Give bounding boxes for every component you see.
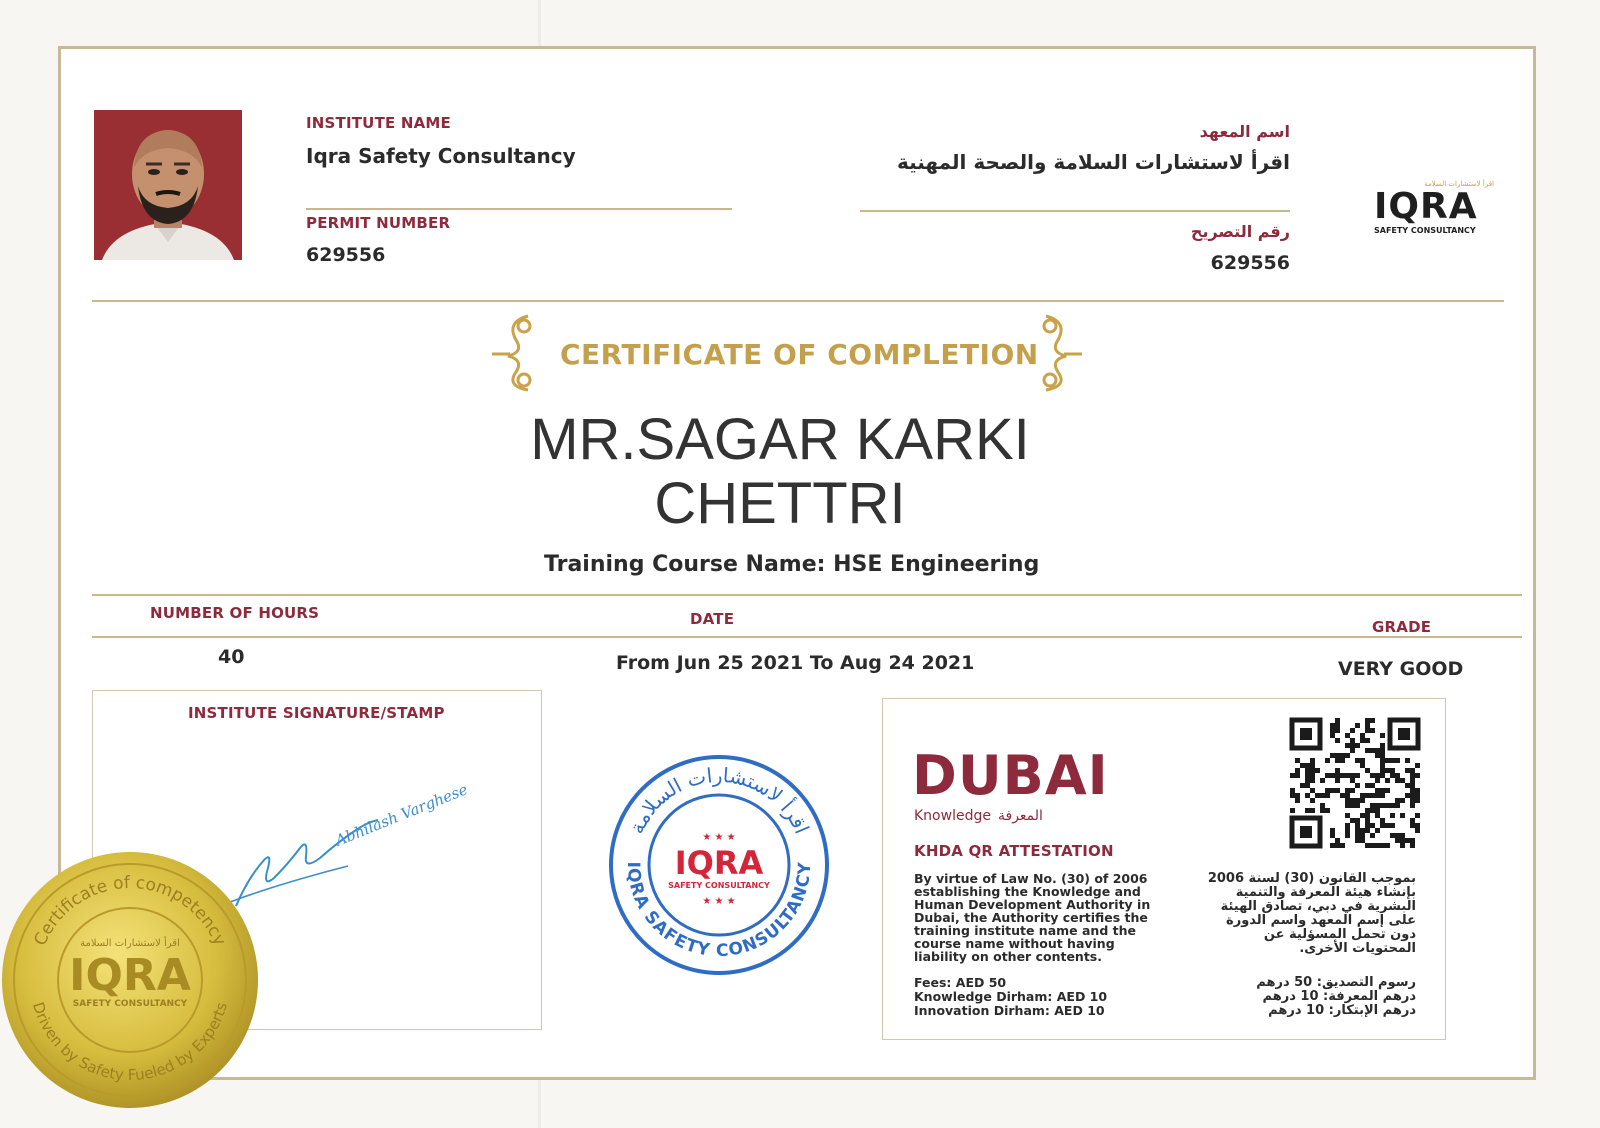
qr-module xyxy=(1325,788,1330,793)
qr-module xyxy=(1320,803,1325,808)
qr-module xyxy=(1365,748,1370,753)
institute-name-ar: اقرأ لاستشارات السلامة والصحة المهنية xyxy=(896,150,1290,174)
hours-value: 40 xyxy=(218,646,245,668)
qr-module xyxy=(1335,728,1340,733)
qr-module xyxy=(1385,788,1390,793)
gold-seal xyxy=(0,850,260,1128)
qr-module xyxy=(1335,788,1340,793)
qr-module xyxy=(1380,748,1385,753)
qr-module xyxy=(1350,788,1355,793)
qr-module xyxy=(1325,758,1330,763)
qr-module xyxy=(1345,828,1350,833)
qr-module xyxy=(1355,798,1360,803)
qr-module xyxy=(1310,788,1315,793)
qr-module xyxy=(1390,768,1395,773)
qr-module xyxy=(1345,798,1350,803)
header-divider xyxy=(92,300,1504,302)
holder-photo xyxy=(94,110,242,260)
qr-module xyxy=(1365,718,1370,723)
institute-name-ar-rule xyxy=(860,210,1290,212)
institute-stamp xyxy=(606,752,832,978)
qr-module xyxy=(1410,773,1415,778)
qr-module xyxy=(1375,788,1380,793)
details-bottom-rule xyxy=(92,636,1522,638)
qr-module xyxy=(1335,773,1340,778)
qr-module xyxy=(1305,808,1310,813)
qr-module xyxy=(1290,793,1295,798)
qr-module xyxy=(1410,798,1415,803)
qr-module xyxy=(1355,838,1360,843)
qr-module xyxy=(1380,733,1385,738)
certificate-title: CERTIFICATE OF COMPLETION xyxy=(560,338,1039,371)
qr-module xyxy=(1335,843,1340,848)
qr-module xyxy=(1295,768,1300,773)
qr-module xyxy=(1410,778,1415,783)
qr-module xyxy=(1365,818,1370,823)
qr-module xyxy=(1360,738,1365,743)
stamp-stars-bottom: ★ ★ ★ xyxy=(702,896,736,907)
qr-module xyxy=(1365,728,1370,733)
stamp-arabic-ring: اقرأ لاستشارات السلامة xyxy=(624,762,815,838)
qr-module xyxy=(1310,778,1315,783)
qr-module xyxy=(1310,763,1315,768)
qr-module xyxy=(1375,808,1380,813)
qr-module xyxy=(1415,793,1420,798)
qr-module xyxy=(1310,808,1315,813)
ornament-right-icon xyxy=(1030,310,1086,394)
qr-module xyxy=(1375,803,1380,808)
permit-number-label-ar: رقم التصريح xyxy=(1190,222,1290,241)
qr-module xyxy=(1350,738,1355,743)
qr-module xyxy=(1355,773,1360,778)
qr-module xyxy=(1380,753,1385,758)
qr-module xyxy=(1400,798,1405,803)
qr-module xyxy=(1360,798,1365,803)
qr-module xyxy=(1345,788,1350,793)
qr-module xyxy=(1350,773,1355,778)
qr-module xyxy=(1310,798,1315,803)
qr-module xyxy=(1405,838,1410,843)
qr-module xyxy=(1380,823,1385,828)
qr-module xyxy=(1365,783,1370,788)
dubai-logo-sub-ar: المعرفة xyxy=(998,808,1043,824)
qr-module xyxy=(1335,738,1340,743)
qr-module xyxy=(1415,813,1420,818)
qr-module xyxy=(1410,823,1415,828)
qr-module xyxy=(1390,773,1395,778)
qr-module xyxy=(1380,763,1385,768)
institute-name-label: INSTITUTE NAME xyxy=(306,114,451,132)
qr-module xyxy=(1355,828,1360,833)
qr-module xyxy=(1305,793,1310,798)
qr-module xyxy=(1375,753,1380,758)
qr-module xyxy=(1305,773,1310,778)
ornament-left-icon xyxy=(488,310,544,394)
qr-module xyxy=(1365,843,1370,848)
qr-module xyxy=(1380,768,1385,773)
qr-module xyxy=(1310,773,1315,778)
qr-module xyxy=(1345,793,1350,798)
qr-module xyxy=(1335,758,1340,763)
qr-module xyxy=(1410,838,1415,843)
qr-module xyxy=(1360,813,1365,818)
khda-text-en: By virtue of Law No. (30) of 2006 establishing the Knowledge and Human Development Authority in Dubai, the Authority certifies the training institute name and the course name without having liability on other contents. xyxy=(914,871,1151,964)
qr-module xyxy=(1410,788,1415,793)
qr-module xyxy=(1405,793,1410,798)
qr-module xyxy=(1305,768,1310,773)
qr-module xyxy=(1370,718,1375,723)
qr-module xyxy=(1310,758,1315,763)
qr-module xyxy=(1370,748,1375,753)
date-label: DATE xyxy=(690,610,735,628)
qr-module xyxy=(1370,783,1375,788)
recipient-name-line2: CHETTRI xyxy=(654,471,906,536)
qr-module xyxy=(1380,793,1385,798)
stamp-english-ring: IQRA SAFETY CONSULTANCY xyxy=(622,860,816,962)
qr-module xyxy=(1335,753,1340,758)
qr-module xyxy=(1305,763,1310,768)
dubai-logo-sub-en: Knowledge xyxy=(914,808,991,824)
stamp-wordmark: IQRA xyxy=(674,844,764,882)
qr-module xyxy=(1365,738,1370,743)
qr-module xyxy=(1305,783,1310,788)
qr-module xyxy=(1405,768,1410,773)
qr-module xyxy=(1380,758,1385,763)
qr-module xyxy=(1375,778,1380,783)
qr-module xyxy=(1390,758,1395,763)
qr-module xyxy=(1360,733,1365,738)
date-value: From Jun 25 2021 To Aug 24 2021 xyxy=(616,652,975,674)
qr-module xyxy=(1345,753,1350,758)
khda-innovation-ar: درهم الإبتكار: 10 درهم xyxy=(1268,1003,1416,1018)
seal-ring-bottom: Driven by Safety Fueled by Experts xyxy=(28,999,231,1085)
qr-module xyxy=(1375,813,1380,818)
qr-module xyxy=(1295,793,1300,798)
qr-module xyxy=(1360,763,1365,768)
qr-module xyxy=(1345,743,1350,748)
qr-module xyxy=(1415,773,1420,778)
qr-module xyxy=(1400,778,1405,783)
qr-module xyxy=(1380,743,1385,748)
qr-module xyxy=(1360,793,1365,798)
qr-module xyxy=(1330,733,1335,738)
qr-module xyxy=(1345,733,1350,738)
qr-module xyxy=(1365,768,1370,773)
qr-module xyxy=(1290,788,1295,793)
khda-title: KHDA QR ATTESTATION xyxy=(914,842,1114,860)
qr-module xyxy=(1385,823,1390,828)
qr-module xyxy=(1385,758,1390,763)
qr-module xyxy=(1415,828,1420,833)
qr-module xyxy=(1395,758,1400,763)
qr-module xyxy=(1385,768,1390,773)
khda-innovation-dirham: Innovation Dirham: AED 10 xyxy=(914,1003,1105,1018)
qr-module xyxy=(1410,783,1415,788)
qr-module xyxy=(1345,773,1350,778)
qr-module xyxy=(1405,758,1410,763)
qr-module xyxy=(1355,723,1360,728)
qr-module xyxy=(1295,773,1300,778)
qr-module xyxy=(1345,833,1350,838)
qr-module xyxy=(1350,728,1355,733)
seal-subtitle: SAFETY CONSULTANCY xyxy=(72,999,188,1009)
qr-module xyxy=(1410,793,1415,798)
qr-module xyxy=(1380,803,1385,808)
qr-module xyxy=(1335,718,1340,723)
qr-module xyxy=(1375,793,1380,798)
qr-module xyxy=(1315,793,1320,798)
qr-code[interactable] xyxy=(1288,716,1422,850)
stamp-stars-top: ★ ★ ★ xyxy=(702,832,736,843)
institute-name-rule xyxy=(306,208,732,210)
qr-module xyxy=(1325,793,1330,798)
qr-module xyxy=(1415,763,1420,768)
qr-module xyxy=(1355,743,1360,748)
qr-module xyxy=(1340,773,1345,778)
qr-module xyxy=(1340,843,1345,848)
stamp-subtitle: SAFETY CONSULTANCY xyxy=(668,881,770,890)
qr-module xyxy=(1410,803,1415,808)
qr-module xyxy=(1400,843,1405,848)
khda-knowledge-ar: درهم المعرفة: 10 درهم xyxy=(1262,989,1416,1004)
qr-module xyxy=(1340,793,1345,798)
dubai-logo: DUBAI xyxy=(912,744,1109,807)
qr-module xyxy=(1330,788,1335,793)
qr-module xyxy=(1365,808,1370,813)
qr-module xyxy=(1350,748,1355,753)
iqra-logo xyxy=(1370,180,1500,240)
qr-module xyxy=(1390,833,1395,838)
qr-module xyxy=(1380,773,1385,778)
qr-module xyxy=(1370,773,1375,778)
qr-module xyxy=(1355,783,1360,788)
qr-module xyxy=(1355,818,1360,823)
qr-module xyxy=(1325,808,1330,813)
qr-module xyxy=(1300,783,1305,788)
qr-module xyxy=(1330,728,1335,733)
qr-module xyxy=(1390,813,1395,818)
permit-number: 629556 xyxy=(306,244,386,266)
qr-module xyxy=(1415,798,1420,803)
course-name: Training Course Name: HSE Engineering xyxy=(544,552,1040,577)
qr-module xyxy=(1355,758,1360,763)
qr-module xyxy=(1330,843,1335,848)
signature-label: INSTITUTE SIGNATURE/STAMP xyxy=(188,704,445,722)
qr-module xyxy=(1290,773,1295,778)
qr-module xyxy=(1360,833,1365,838)
qr-module xyxy=(1415,823,1420,828)
qr-module xyxy=(1385,778,1390,783)
qr-module xyxy=(1340,758,1345,763)
qr-module xyxy=(1345,813,1350,818)
qr-module xyxy=(1370,833,1375,838)
qr-module xyxy=(1375,828,1380,833)
qr-module xyxy=(1335,768,1340,773)
qr-module xyxy=(1320,793,1325,798)
qr-module xyxy=(1350,818,1355,823)
qr-module xyxy=(1350,803,1355,808)
qr-module xyxy=(1355,833,1360,838)
qr-module xyxy=(1370,808,1375,813)
qr-module xyxy=(1345,823,1350,828)
qr-module xyxy=(1365,828,1370,833)
qr-module xyxy=(1310,768,1315,773)
institute-name-label-ar: اسم المعهد xyxy=(1199,122,1290,141)
qr-module xyxy=(1410,818,1415,823)
qr-module xyxy=(1380,818,1385,823)
qr-module xyxy=(1395,773,1400,778)
qr-module xyxy=(1365,823,1370,828)
iqra-logo-wordmark: IQRA xyxy=(1374,186,1478,227)
qr-module xyxy=(1300,763,1305,768)
qr-module xyxy=(1395,798,1400,803)
qr-module xyxy=(1370,728,1375,733)
qr-module xyxy=(1410,768,1415,773)
qr-module xyxy=(1295,758,1300,763)
seal-ring-top: Certificate of competency xyxy=(30,872,230,949)
qr-module xyxy=(1320,778,1325,783)
signature-text: Abhilash Varghese xyxy=(332,780,471,850)
qr-module xyxy=(1395,838,1400,843)
qr-module xyxy=(1365,723,1370,728)
seal-wordmark: IQRA xyxy=(69,950,191,1001)
permit-number-ar: 629556 xyxy=(1210,252,1290,274)
qr-module xyxy=(1395,778,1400,783)
qr-module xyxy=(1315,768,1320,773)
qr-module xyxy=(1370,843,1375,848)
qr-module xyxy=(1380,843,1385,848)
permit-number-label: PERMIT NUMBER xyxy=(306,214,451,232)
qr-module xyxy=(1360,758,1365,763)
grade-value: VERY GOOD xyxy=(1338,658,1464,680)
qr-module xyxy=(1370,823,1375,828)
qr-module xyxy=(1350,798,1355,803)
qr-module xyxy=(1385,843,1390,848)
iqra-logo-subtitle: SAFETY CONSULTANCY xyxy=(1374,226,1476,235)
qr-module xyxy=(1355,803,1360,808)
qr-module xyxy=(1305,778,1310,783)
iqra-logo-tagline: اقرأ لاستشارات السلامة xyxy=(1424,180,1494,188)
qr-module xyxy=(1335,778,1340,783)
qr-module xyxy=(1330,828,1335,833)
institute-name: Iqra Safety Consultancy xyxy=(306,144,576,168)
khda-text-ar: بموجب القانون (30) لسنة 2006 بإنشاء هيئة المعرفة والتنمية البشرية في دبي، تصادق الهيئة على إسم المعهد واسم الدورة دون تحمل المسؤلية عن المحتويات الأخرى. xyxy=(1207,871,1416,956)
qr-module xyxy=(1330,753,1335,758)
qr-module xyxy=(1375,748,1380,753)
qr-module xyxy=(1335,723,1340,728)
qr-module xyxy=(1410,843,1415,848)
qr-module xyxy=(1390,803,1395,808)
qr-module xyxy=(1350,743,1355,748)
qr-module xyxy=(1400,838,1405,843)
portrait-image xyxy=(94,110,242,260)
qr-module xyxy=(1365,793,1370,798)
qr-module xyxy=(1345,803,1350,808)
qr-module xyxy=(1360,828,1365,833)
qr-module xyxy=(1400,833,1405,838)
qr-module xyxy=(1330,723,1335,728)
qr-module xyxy=(1370,803,1375,808)
qr-module xyxy=(1360,838,1365,843)
qr-module xyxy=(1295,798,1300,803)
details-top-rule xyxy=(92,594,1522,596)
qr-module xyxy=(1325,773,1330,778)
khda-fees-ar: رسوم التصديق: 50 درهم xyxy=(1256,975,1416,990)
qr-module xyxy=(1320,808,1325,813)
khda-knowledge-dirham: Knowledge Dirham: AED 10 xyxy=(914,989,1108,1004)
qr-module xyxy=(1385,803,1390,808)
qr-module xyxy=(1405,783,1410,788)
qr-module xyxy=(1390,823,1395,828)
qr-module xyxy=(1375,843,1380,848)
qr-module xyxy=(1330,833,1335,838)
seal-arabic: اقرأ لاستشارات السلامة xyxy=(80,938,180,949)
qr-module xyxy=(1330,773,1335,778)
qr-module xyxy=(1355,823,1360,828)
qr-module xyxy=(1395,833,1400,838)
recipient-name-line1: MR.SAGAR KARKI xyxy=(530,407,1030,472)
khda-fees: Fees: AED 50 xyxy=(914,975,1007,990)
qr-module xyxy=(1290,808,1295,813)
hours-label: NUMBER OF HOURS xyxy=(150,604,320,622)
qr-module xyxy=(1340,753,1345,758)
qr-module xyxy=(1415,788,1420,793)
qr-module xyxy=(1400,813,1405,818)
qr-module xyxy=(1375,773,1380,778)
qr-module xyxy=(1335,838,1340,843)
qr-module xyxy=(1365,813,1370,818)
qr-module xyxy=(1370,793,1375,798)
qr-module xyxy=(1350,778,1355,783)
grade-label: GRADE xyxy=(1372,618,1432,636)
qr-module xyxy=(1395,803,1400,808)
qr-module xyxy=(1380,788,1385,793)
